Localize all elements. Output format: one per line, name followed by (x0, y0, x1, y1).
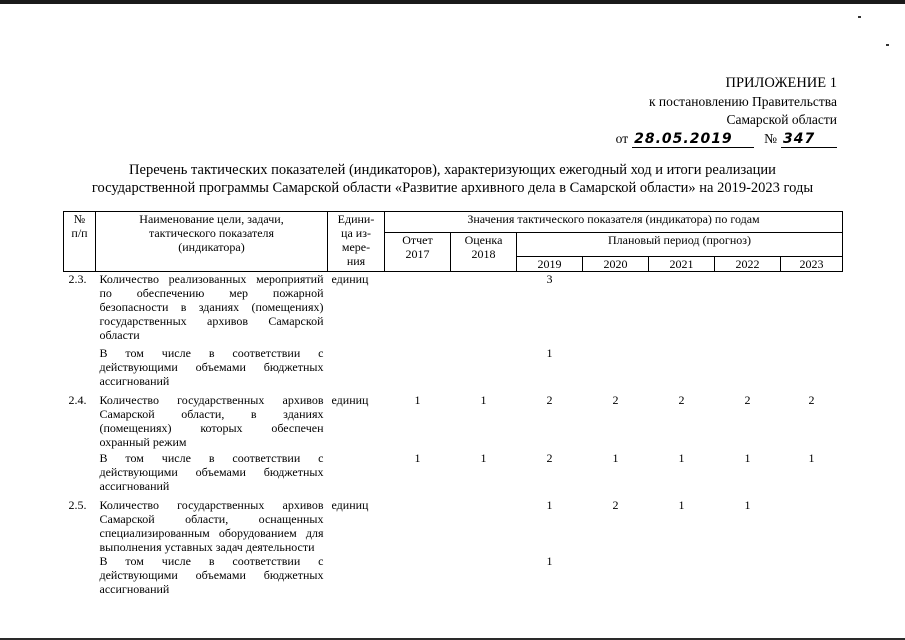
scan-speck (858, 16, 861, 18)
row-value: 1 (546, 346, 553, 360)
row-num (64, 342, 96, 388)
row-value: 1 (678, 498, 685, 512)
row-unit (328, 342, 385, 388)
row-unit: единиц (331, 393, 369, 407)
header-name: Наименование цели, задачи, тактического показателя (индикатора) (96, 212, 328, 272)
row-name: Количество государственных архивов Самарской области, оснащенных специализированным оборудованием для выполнения уставных задач деятельности (99, 498, 324, 554)
table-row (64, 272, 843, 343)
row-value (385, 272, 451, 343)
row-value (385, 493, 451, 554)
scan-speck (886, 44, 889, 46)
row-value (649, 342, 715, 388)
row-value (451, 342, 517, 388)
row-value: 2 (744, 393, 751, 407)
row-value (583, 554, 649, 596)
row-value: 2 (808, 393, 815, 407)
title-line1: Перечень тактических показателей (индикаторов), характеризующих ежегодный ход и итоги реализации (129, 162, 776, 178)
row-value (715, 272, 781, 343)
table-row (64, 493, 843, 554)
scan-edge-top (0, 0, 905, 4)
row-num: 2.5. (68, 498, 87, 512)
row-value: 1 (612, 451, 619, 465)
row-unit (328, 554, 385, 596)
row-value: 1 (546, 498, 553, 512)
row-value: 1 (546, 554, 553, 568)
header-year: 2022 (715, 257, 781, 272)
row-name: Количество реализованных мероприятий по обеспечению мер пожарной безопасности в зданиях (помещениях) государственных архивов Самарской области (99, 272, 324, 342)
title-line2: государственной программы Самарской области «Развитие архивного дела в Самарской области» на 2019-2023 годы (91, 180, 814, 196)
row-value (385, 342, 451, 388)
row-value (385, 554, 451, 596)
row-unit: единиц (331, 498, 369, 512)
row-value: 1 (678, 451, 685, 465)
row-name: В том числе в соответствии с действующими объемами бюджетных ассигнований (99, 451, 324, 493)
row-value: 1 (480, 451, 487, 465)
row-value (583, 342, 649, 388)
header-year: 2019 (517, 257, 583, 272)
row-value: 1 (744, 451, 751, 465)
row-value: 1 (480, 393, 487, 407)
row-num (64, 449, 96, 493)
row-value (649, 272, 715, 343)
row-value (781, 272, 843, 343)
header-estimate: Оценка 2018 (451, 233, 517, 272)
row-value (583, 272, 649, 343)
document-title (40, 161, 865, 197)
header-values-group: Значения тактического показателя (индикатора) по годам (385, 212, 843, 233)
row-value (451, 272, 517, 343)
header-year: 2020 (583, 257, 649, 272)
row-value (715, 554, 781, 596)
indicators-table (63, 211, 843, 596)
row-value: 1 (808, 451, 815, 465)
row-value: 2 (612, 498, 619, 512)
row-value: 2 (546, 451, 553, 465)
row-value (649, 554, 715, 596)
row-value: 2 (612, 393, 619, 407)
appendix-title: ПРИЛОЖЕНИЕ 1 (725, 75, 837, 91)
row-value (451, 554, 517, 596)
table-row (64, 388, 843, 449)
appendix-line1: к постановлению Правительства (648, 93, 837, 109)
row-name: В том числе в соответствии с действующими объемами бюджетных ассигнований (99, 554, 324, 596)
row-name: В том числе в соответствии с действующими объемами бюджетных ассигнований (99, 346, 324, 388)
appendix-block (577, 74, 837, 148)
row-num: 2.3. (68, 272, 87, 286)
from-label: от (615, 130, 629, 146)
row-value: 2 (678, 393, 685, 407)
handwritten-date: 28.05.2019 (632, 132, 754, 148)
row-unit (328, 449, 385, 493)
row-unit: единиц (331, 272, 369, 286)
row-name: Количество государственных архивов Самарской области, в зданиях (помещениях) которых обеспечен охранный режим (99, 393, 324, 449)
header-year: 2023 (781, 257, 843, 272)
row-value (451, 493, 517, 554)
header-planned: Плановый период (прогноз) (517, 233, 843, 257)
appendix-date-row (577, 130, 837, 149)
table-row (64, 449, 843, 493)
header-year: 2021 (649, 257, 715, 272)
handwritten-number: 347 (781, 132, 837, 148)
table-row (64, 554, 843, 596)
row-value (781, 493, 843, 554)
row-value: 1 (414, 451, 421, 465)
row-value: 1 (744, 498, 751, 512)
number-label: № (764, 130, 777, 146)
row-value (715, 342, 781, 388)
header-report: Отчет 2017 (385, 233, 451, 272)
header-num: № п/п (64, 212, 96, 272)
table-row (64, 342, 843, 388)
row-value: 2 (546, 393, 553, 407)
row-num: 2.4. (68, 393, 87, 407)
row-value (781, 554, 843, 596)
row-value: 3 (546, 272, 553, 286)
row-value (781, 342, 843, 388)
header-unit: Едини-ца из-мере-ния (328, 212, 385, 272)
appendix-line2: Самарской области (726, 112, 837, 127)
row-value: 1 (414, 393, 421, 407)
row-num (64, 554, 96, 596)
